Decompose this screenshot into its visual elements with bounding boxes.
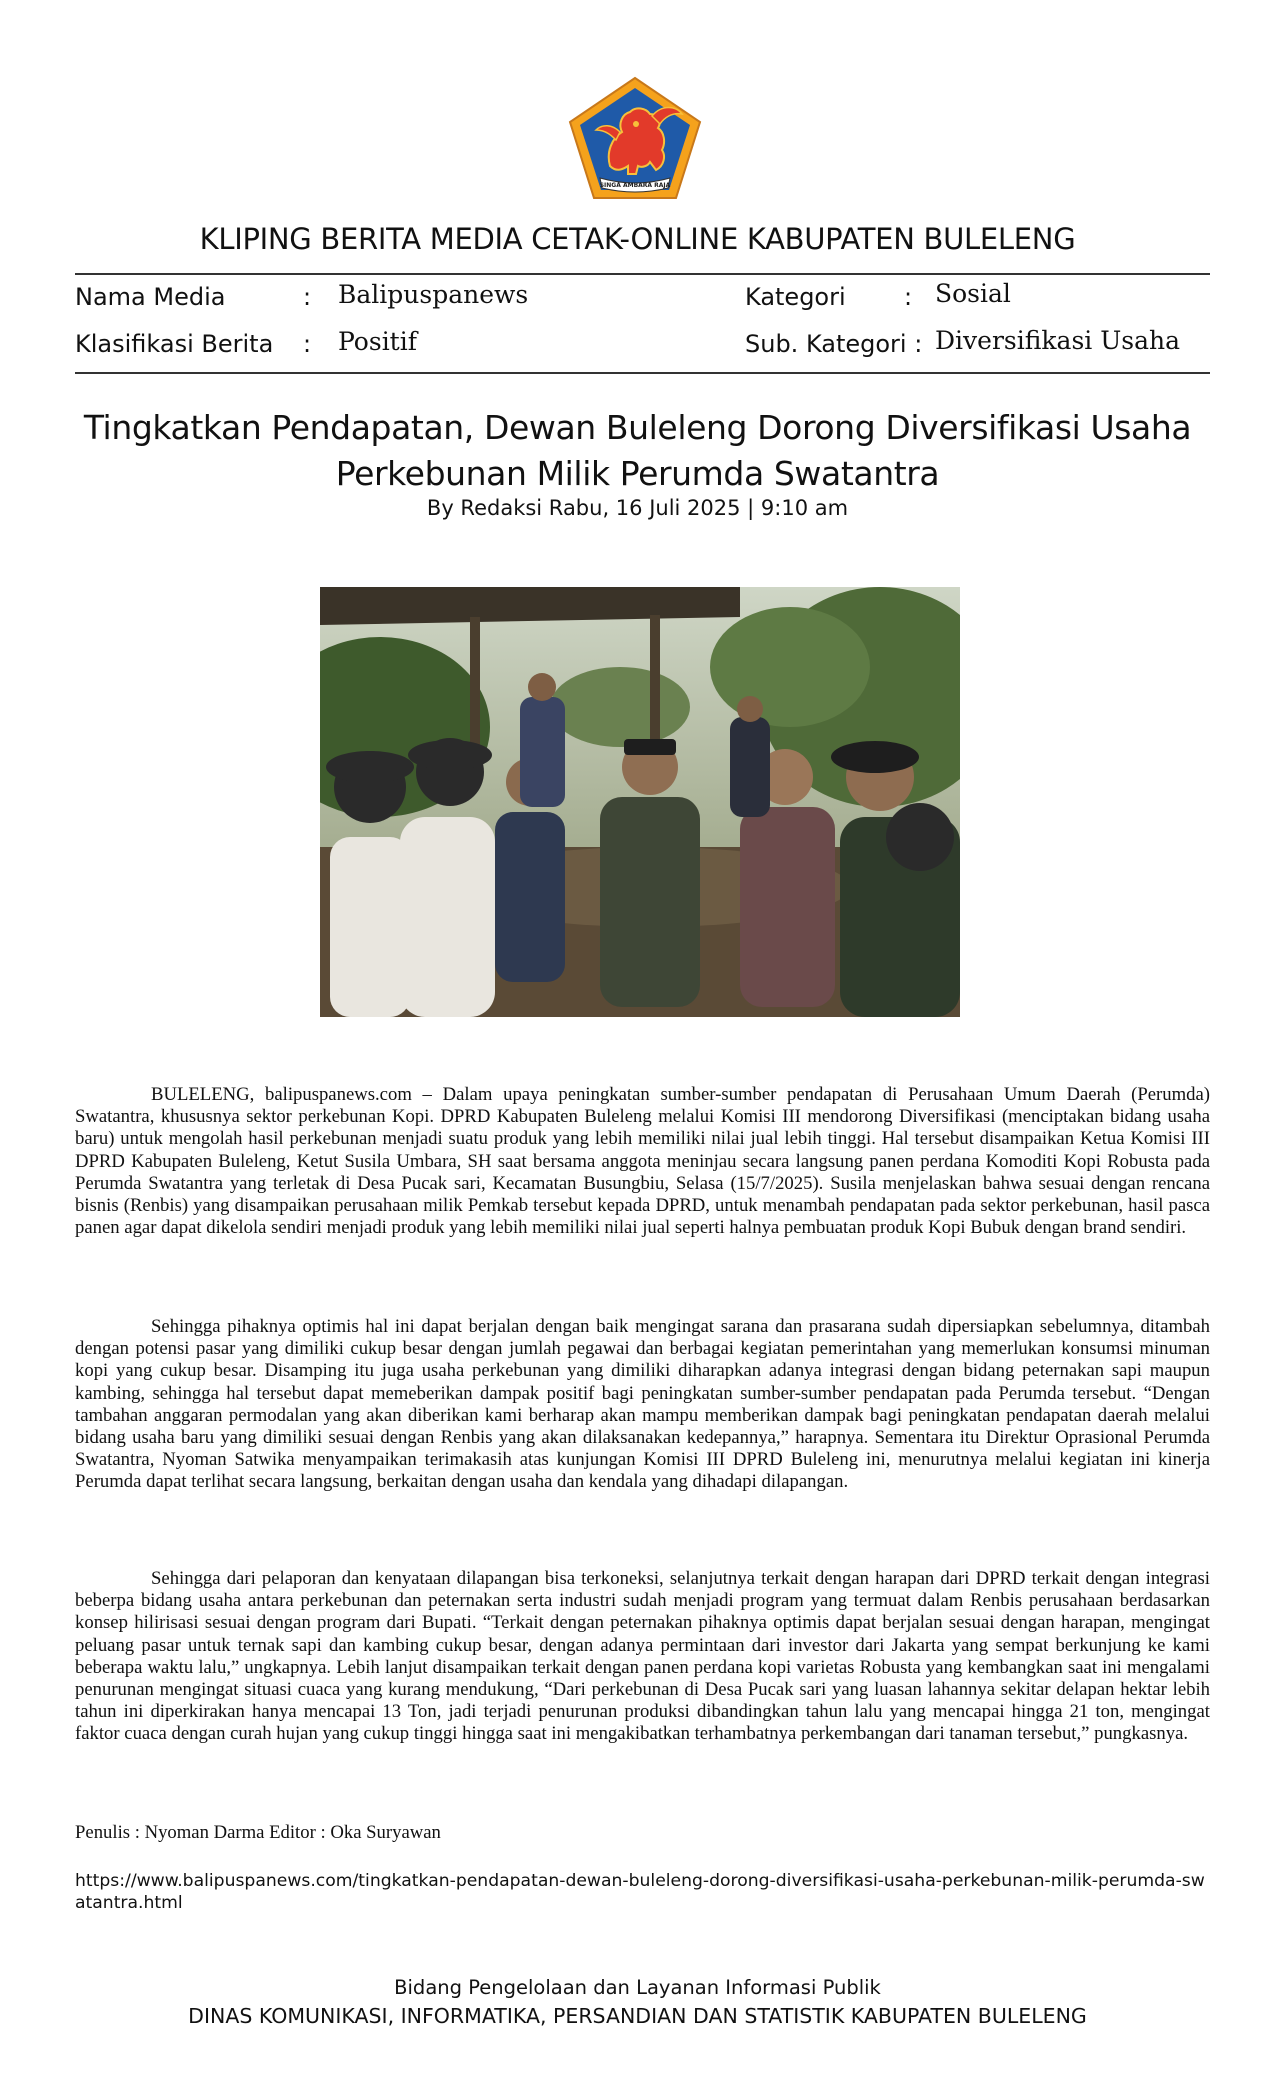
article-title-line-2: Perkebunan Milik Perumda Swatantra	[335, 454, 940, 493]
media-name-colon: :	[303, 283, 312, 311]
article-paragraph-2: Sehingga pihaknya optimis hal ini dapat berjalan dengan baik mengingat sarana dan prasarana sudah dipersiapkan sebelumnya, ditambah dengan potensi pasar yang dimiliki cukup besar dengan jumlah pegawai dan berbagai kegiatan pemerintahan yang memerlukan konsumsi minuman kopi yang cukup besar. Disamping itu juga usaha perkebunan yang dimiliki diharapkan adanya integrasi dengan bidang peternakan sapi maupun kambing, sehingga hal tersebut dapat memeberikan dampak positif bagi peningkatan sumber-sumber pendapatan pada Perumda tersebut. “Dengan tambahan anggaran permodalan yang akan diberikan kami berharap akan mampu memberikan dampak bagi peningkatan pendapatan daerah melalui bidang usaha baru yang dimiliki sesuai dengan Renbis yang akan dilaksanakan kedepannya,” harapnya. Sementara itu Direktur Oprasional Perumda Swatantra, Nyoman Satwika menyampaikan terimakasih atas kunjungan Komisi III DPRD Buleleng ini, menurutnya melalui kegiatan ini kinerja Perumda dapat terlihat secara langsung, berkaitan dengan usaha dan kendala yang dihadapi dilapangan.	[75, 1316, 1210, 1493]
header-bottom-divider	[75, 372, 1210, 374]
subcategory-value: Diversifikasi Usaha	[935, 326, 1181, 355]
article-photo	[320, 587, 960, 1017]
footer-division: Bidang Pengelolaan dan Layanan Informasi Publik	[394, 1976, 881, 1999]
category-value: Sosial	[935, 279, 1011, 308]
article-title-line-1: Tingkatkan Pendapatan, Dewan Buleleng Dorong Diversifikasi Usaha	[83, 408, 1192, 447]
clipping-header-title: KLIPING BERITA MEDIA CETAK-ONLINE KABUPATEN BULELENG	[199, 222, 1076, 256]
classification-label: Klasifikasi Berita	[75, 330, 274, 358]
classification-value: Positif	[338, 327, 417, 356]
category-label: Kategori	[745, 283, 846, 311]
media-name-label: Nama Media	[75, 283, 226, 311]
article-paragraph-1: BULELENG, balipuspanews.com – Dalam upaya peningkatan sumber-sumber pendapatan di Perusahaan Umum Daerah (Perumda) Swatantra, khususnya sektor perkebunan Kopi. DPRD Kabupaten Buleleng melalui Komisi III mendorong Diversifikasi (menciptakan bidang usaha baru) untuk mengolah hasil perkebunan menjadi suatu produk yang lebih memiliki nilai jual lebih tinggi. Hal tersebut disampaikan Ketua Komisi III DPRD Kabupaten Buleleng, Ketut Susila Umbara, SH saat bersama anggota meninjau secara langsung panen perdana Komoditi Kopi Robusta pada Perumda Swatantra yang terletak di Desa Pucak sari, Kecamatan Busungbiu, Selasa (15/7/2025). Susila menjelaskan bahwa sesuai dengan rencana bisnis (Renbis) yang disampaikan perusahaan milik Pemkab tersebut kepada DPRD, untuk menambah pendapatan pada sektor perkebunan, hasil pasca panen agar dapat dikelola sendiri menjadi produk yang lebih memiliki nilai jual seperti halnya pembuatan produk Kopi Bubuk dengan brand sendiri.	[75, 1084, 1210, 1239]
footer-agency: DINAS KOMUNIKASI, INFORMATIKA, PERSANDIAN DAN STATISTIK KABUPATEN BULELENG	[188, 2004, 1087, 2028]
header-top-divider	[75, 273, 1210, 275]
article-paragraph-3: Sehingga dari pelaporan dan kenyataan dilapangan bisa terkoneksi, selanjutnya terkait dengan harapan dari DPRD terkait dengan integrasi beberpa bidang usaha antara perkebunan dan peternakan serta industri sudah menjadi program yang termuat dalam Renbis perusahaan berdasarkan konsep hilirisasi sesuai dengan program dari Bupati. “Terkait dengan peternakan pihaknya optimis dapat berjalan sesuai dengan harapan, mengingat peluang pasar untuk ternak sapi dan kambing cukup besar, dengan adanya permintaan dari investor dari Jakarta yang sempat berkunjung ke kami beberapa waktu lalu,” ungkapnya. Lebih lanjut disampaikan terkait dengan panen perdana kopi varietas Robusta yang kembangkan saat ini mengalami penurunan mengingat situasi cuaca yang kurang mendukung, “Dari perkebunan di Desa Pucak sari yang luasan lahannya sekitar delapan hektar lebih tahun ini diperkirakan hanya mencapai 13 Ton, jadi terjadi penurunan produksi dibandingkan tahun lalu yang mencapai hingga 21 ton, mengingat faktor cuaca dengan curah hujan yang cukup tinggi hingga saat ini mengakibatkan terhambatnya perkembangan dari tanaman tersebut,” pungkasnya.	[75, 1568, 1210, 1745]
category-colon: :	[904, 283, 913, 311]
article-source-url: https://www.balipuspanews.com/tingkatkan-pendapatan-dewan-buleleng-dorong-diversifikasi-usaha-perkebunan-milik-perumda-swatantra.html	[75, 1871, 1205, 1913]
media-name-value: Balipuspanews	[338, 280, 529, 309]
article-byline: By Redaksi Rabu, 16 Juli 2025 | 9:10 am	[426, 496, 849, 520]
article-title	[60, 405, 1215, 497]
classification-colon: :	[303, 330, 312, 358]
article-credits: Penulis : Nyoman Darma Editor : Oka Suryawan	[75, 1822, 441, 1843]
logo-ribbon-text: SINGA AMBARA RAJA	[599, 182, 671, 189]
subcategory-label: Sub. Kategori :	[745, 330, 923, 358]
buleleng-emblem-logo	[566, 74, 704, 202]
